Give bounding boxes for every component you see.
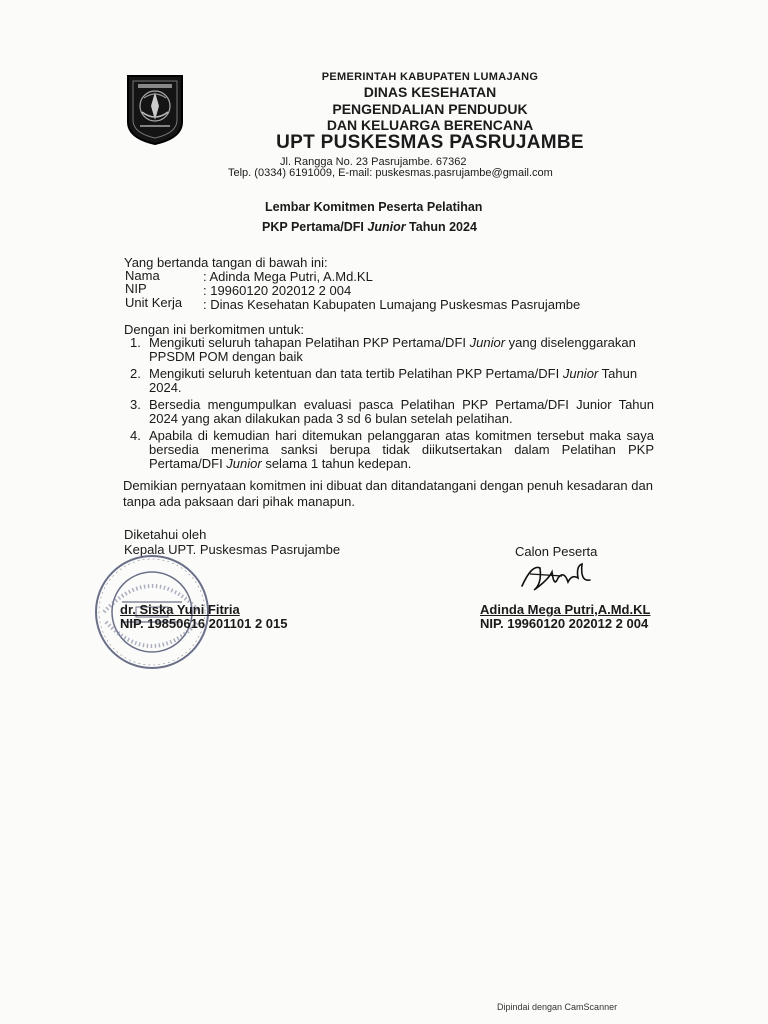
- header-department-line3: DAN KELUARGA BERENCANA: [326, 117, 534, 133]
- lumajang-regency-emblem-icon: [124, 72, 186, 146]
- header-government: PEMERINTAH KABUPATEN LUMAJANG: [321, 71, 539, 83]
- head-name: dr. Siska Yuni Fitria: [120, 602, 240, 617]
- candidate-role: Calon Peserta: [515, 544, 598, 559]
- identity-intro: Yang bertanda tangan di bawah ini:: [124, 255, 328, 270]
- head-position: Kepala UPT. Puskesmas Pasrujambe: [124, 542, 341, 557]
- header-address: Jl. Rangga No. 23 Pasrujambe. 67362: [280, 156, 467, 168]
- handwritten-signature-icon: [518, 560, 598, 600]
- list-item: 4. Apabila di kemudian hari ditemukan pelanggaran atas komitmen tersebut maka saya bersedia menerima sanksi berupa tidak diikutsertakan dalam Pelatihan PKP Pertama/DFI Junior selama 1 tahun kedepan.: [130, 428, 654, 471]
- header-contact: Telp. (0334) 6191009, E-mail: puskesmas.pasrujambe@gmail.com: [228, 167, 553, 179]
- identity-value-unit: : Dinas Kesehatan Kabupaten Lumajang Puskesmas Pasrujambe: [203, 297, 581, 312]
- closing-statement: Demikian pernyataan komitmen ini dibuat dan ditandatangani dengan penuh kesadaran dan tanpa ada paksaan dari pihak manapun.: [123, 478, 653, 509]
- commitment-list: [124, 336, 654, 474]
- document-subtitle: PKP Pertama/DFI Junior Tahun 2024: [262, 220, 477, 234]
- list-item: 2. Mengikuti seluruh ketentuan dan tata tertib Pelatihan PKP Pertama/DFI Junior Tahun 2024.: [130, 366, 638, 395]
- header-logo: [124, 72, 186, 146]
- header-institution: UPT PUSKESMAS PASRUJAMBE: [276, 132, 584, 153]
- document-title: Lembar Komitmen Peserta Pelatihan: [265, 200, 483, 214]
- header-department-line2: PENGENDALIAN PENDUDUK: [332, 101, 528, 117]
- known-by-label: Diketahui oleh: [124, 527, 207, 542]
- scanner-watermark: Dipindai dengan CamScanner: [497, 1002, 618, 1012]
- list-item: 3. Bersedia mengumpulkan evaluasi pasca Pelatihan PKP Pertama/DFI Junior Tahun 2024 yang akan dilakukan pada 3 sd 6 bulan setelah pelatihan.: [130, 397, 654, 426]
- identity-value-nip: : 19960120 202012 2 004: [203, 283, 352, 298]
- candidate-nip: NIP. 19960120 202012 2 004: [480, 616, 649, 631]
- identity-label-unit: Unit Kerja: [125, 295, 183, 310]
- identity-label-name: Nama: [125, 268, 160, 283]
- identity-value-name: : Adinda Mega Putri, A.Md.KL: [203, 269, 373, 284]
- identity-label-nip: NIP: [125, 281, 147, 296]
- head-nip: NIP. 19850616 201101 2 015: [120, 616, 288, 631]
- candidate-name: Adinda Mega Putri,A.Md.KL: [480, 602, 651, 617]
- list-item: 1. Mengikuti seluruh tahapan Pelatihan PKP Pertama/DFI Junior yang diselenggarakan PPSDM POM dengan baik: [130, 335, 636, 364]
- commitment-intro: Dengan ini berkomitmen untuk:: [124, 322, 304, 337]
- header-department: DINAS KESEHATAN: [363, 84, 497, 100]
